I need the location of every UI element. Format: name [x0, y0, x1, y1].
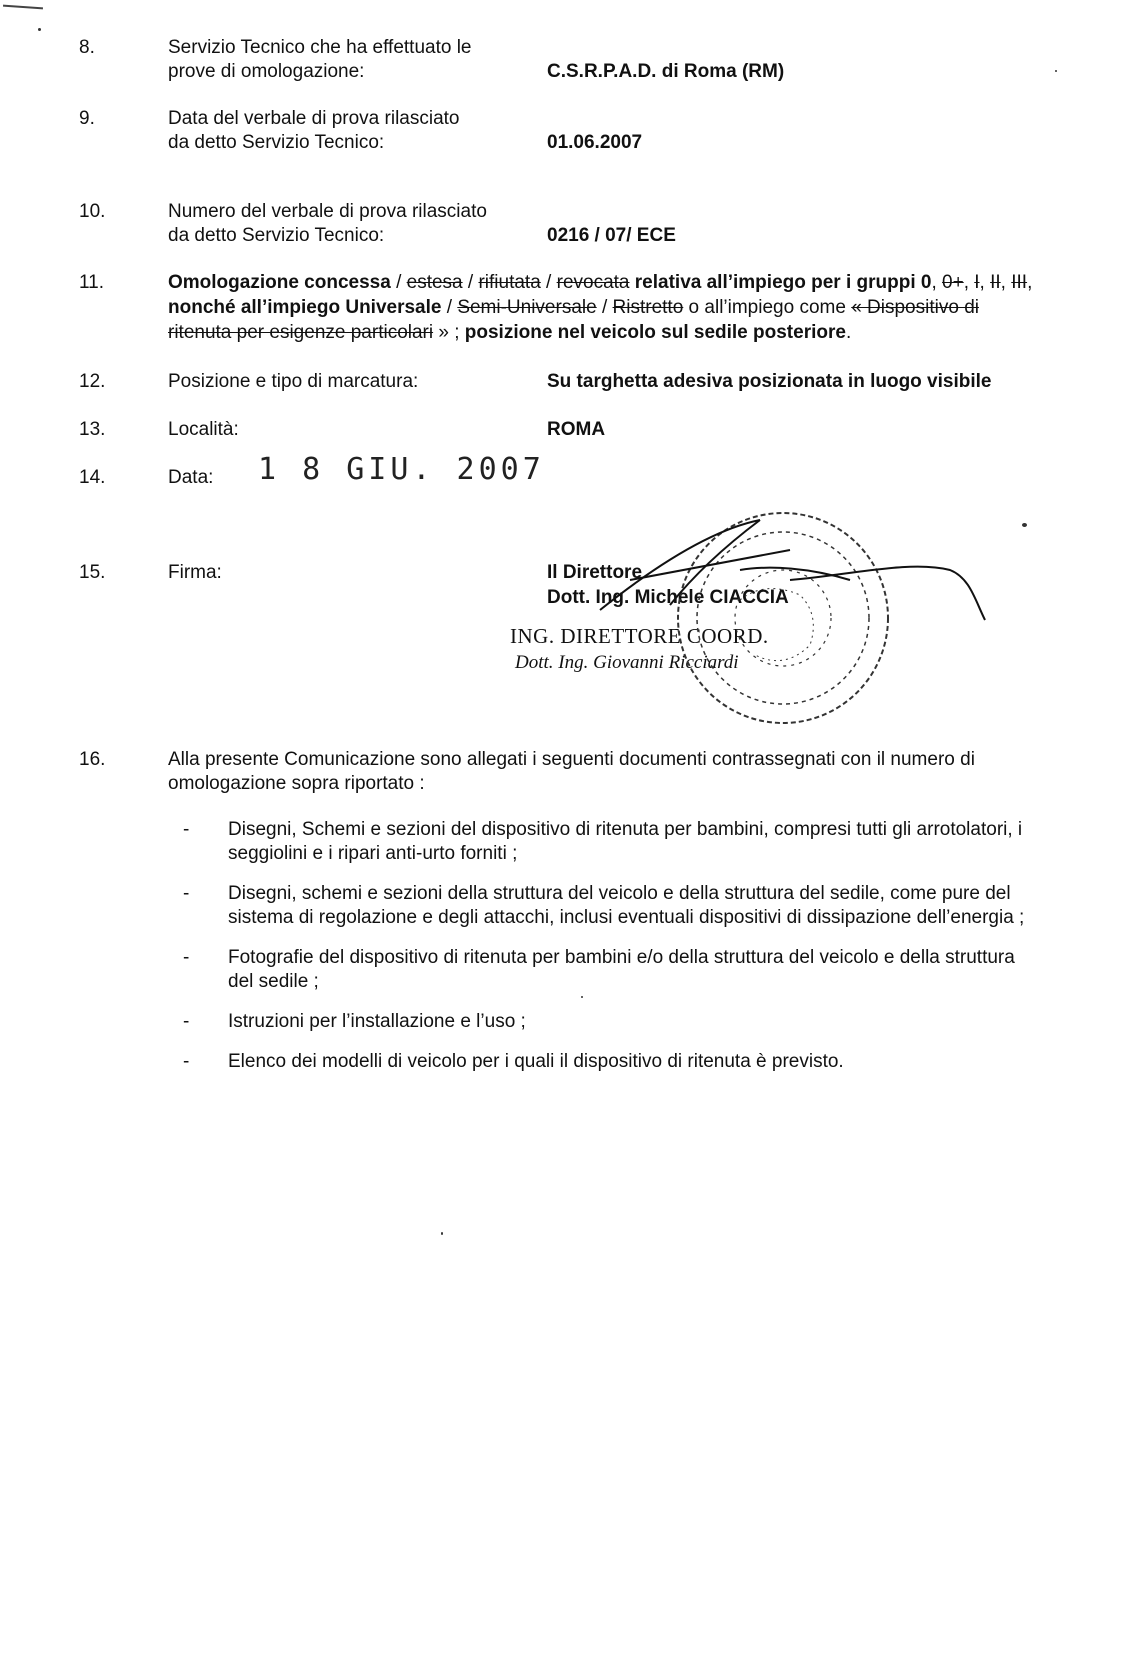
item-label: Località: [168, 419, 239, 440]
item-label: Servizio Tecnico che ha effettuato le [168, 37, 472, 58]
selected-text: nonché all’impiego Universale [168, 297, 442, 318]
date-stamp: 1 8 GIU. 2007 [258, 452, 545, 487]
item-value: C.S.R.P.A.D. di Roma (RM) [547, 61, 785, 82]
item-value: 01.06.2007 [547, 132, 643, 153]
item-11-line-1 [168, 271, 1032, 295]
scan-speck [38, 28, 41, 31]
signer-title: Il Direttore [547, 562, 643, 583]
text-run: , [931, 272, 943, 293]
text-run: . [845, 322, 852, 343]
item-number: 8. [79, 37, 95, 58]
struck-option: III [1011, 272, 1028, 293]
struck-option: 0+ [942, 272, 964, 293]
text-run: / [596, 297, 613, 318]
stamp-line-2: Dott. Ing. Giovanni Ricciardi [515, 652, 739, 673]
list-item-text: Istruzioni per l’installazione e l’uso ; [228, 1011, 526, 1032]
item-label: Numero del verbale di prova rilasciato [168, 201, 487, 222]
struck-option: I [974, 272, 980, 293]
text-run: / [441, 297, 458, 318]
scan-mark [3, 5, 43, 10]
text-run: / [390, 272, 407, 293]
item-number: 11. [79, 272, 105, 293]
signature-mark [590, 510, 990, 630]
signer-name: Dott. Ing. Michele CIACCIA [547, 587, 789, 608]
item-number: 9. [79, 108, 95, 129]
struck-option: ritenuta per esigenze particolari [168, 322, 434, 343]
text-run: , [963, 272, 975, 293]
item-number: 12. [79, 371, 106, 392]
bullet-dash: - [183, 883, 190, 904]
struck-option: revocata [556, 272, 630, 293]
list-item-text: Fotografie del dispositivo di ritenuta per bambini e/o della struttura del veicolo e della struttura [228, 947, 1015, 968]
item-number: 16. [79, 749, 106, 770]
item-value: 0216 / 07/ ECE [547, 225, 676, 246]
item-label: Posizione e tipo di marcatura: [168, 371, 419, 392]
selected-text: posizione nel veicolo sul sedile posteriore [464, 322, 846, 343]
text-run: , [979, 272, 991, 293]
stamp-line-1: ING. DIRETTORE COORD. [510, 624, 769, 648]
text-run: , [1027, 272, 1033, 293]
item-label: da detto Servizio Tecnico: [168, 225, 385, 246]
struck-option: Ristretto [612, 297, 684, 318]
item-number: 10. [79, 201, 106, 222]
scan-speck [441, 1232, 443, 1235]
item-11-line-3 [168, 321, 851, 345]
item-value: Su targhetta adesiva posizionata in luogo visibile [547, 371, 992, 392]
scan-speck [1022, 523, 1027, 527]
selected-text: relativa all’impiego per i gruppi 0 [629, 272, 932, 293]
item-label: prove di omologazione: [168, 61, 365, 82]
list-item-text: sistema di regolazione e degli attacchi, inclusi eventuali dispositivi di dissipazione dell’energia ; [228, 907, 1025, 928]
text-run: / [540, 272, 557, 293]
item-number: 13. [79, 419, 106, 440]
list-item-text: Disegni, Schemi e sezioni del dispositivo di ritenuta per bambini, compresi tutti gli arrotolatori, i [228, 819, 1023, 840]
struck-option: « Dispositivo di [851, 297, 979, 318]
list-item-text: Disegni, schemi e sezioni della struttura del veicolo e della struttura del sedile, come pure del [228, 883, 1011, 904]
item-label: Data del verbale di prova rilasciato [168, 108, 460, 129]
bullet-dash: - [183, 947, 190, 968]
item-label: Firma: [168, 562, 222, 583]
item-value: ROMA [547, 419, 606, 440]
list-item-text: Elenco dei modelli di veicolo per i quali il dispositivo di ritenuta è previsto. [228, 1051, 844, 1072]
item-11-line-2 [168, 296, 979, 320]
text-run: / [462, 272, 479, 293]
item-label: Data: [168, 467, 214, 488]
item-text: Alla presente Comunicazione sono allegati i seguenti documenti contrassegnati con il numero di [168, 749, 975, 770]
text-run: o all’impiego come [683, 297, 852, 318]
list-item-text: del sedile ; [228, 971, 319, 992]
struck-option: estesa [406, 272, 463, 293]
list-item-text: seggiolini e i ripari anti-urto forniti ; [228, 843, 518, 864]
selected-text: Omologazione concessa [168, 272, 391, 293]
item-number: 14. [79, 467, 106, 488]
scan-speck [581, 996, 583, 998]
text-run: » ; [433, 322, 465, 343]
scan-speck [1055, 70, 1057, 72]
item-number: 15. [79, 562, 106, 583]
struck-option: II [990, 272, 1001, 293]
bullet-dash: - [183, 1011, 190, 1032]
item-text: omologazione sopra riportato : [168, 773, 425, 794]
struck-option: rifiutata [478, 272, 541, 293]
bullet-dash: - [183, 1051, 190, 1072]
item-label: da detto Servizio Tecnico: [168, 132, 385, 153]
struck-option: Semi-Universale [457, 297, 597, 318]
bullet-dash: - [183, 819, 190, 840]
text-run: , [1000, 272, 1012, 293]
